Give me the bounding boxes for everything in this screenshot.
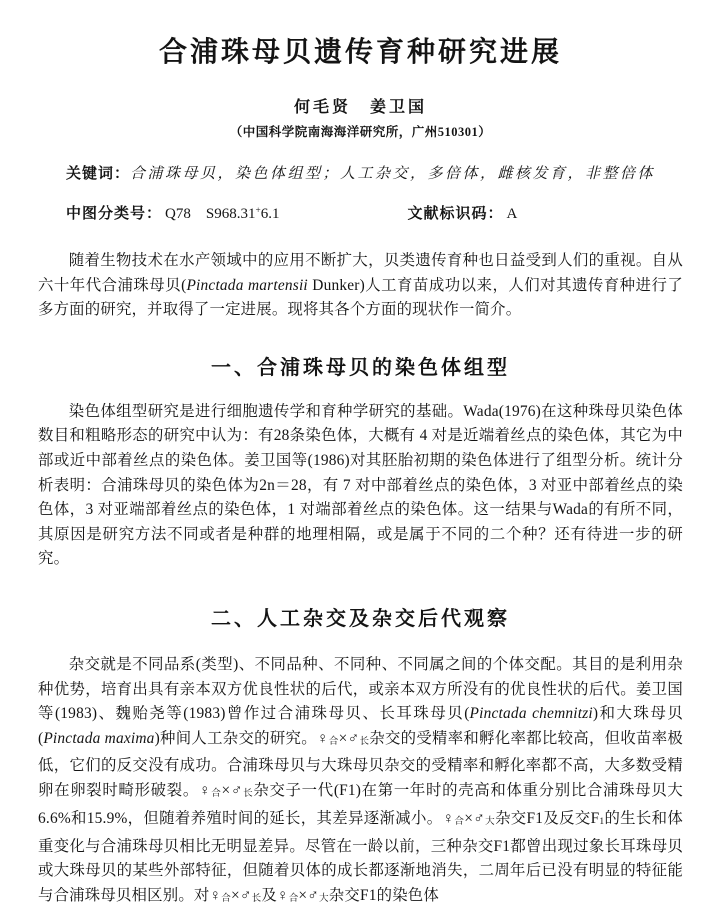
doccode-label: 文献标识码： [407,206,504,222]
doccode-value: A [506,206,518,222]
keywords-line [38,162,683,183]
classification-line [38,202,683,223]
paper-title: 合浦珠母贝遗传育种研究进展 [158,37,562,68]
section-1-heading: 一、合浦珠母贝的染色体组型 [211,356,510,379]
section-1-paragraph: 染色体组型研究是进行细胞遗传学和育种学研究的基础。Wada(1976)在这种珠母贝染色体数目和粗略形态的研究中认为：有28条染色体，大概有 4 对是近端着丝点的染色体，其它为中部或近中部着丝点的染色体。姜卫国等(1986)对其胚胎初期的染色体进行了组型分析。统计分析表明：合浦珠母贝的染色体为2n＝28，有 7 对中部着丝点的染色体，3 对亚中部着丝点的染色体，3 对亚端部着丝点的染色体，1 对端部着丝点的染色体。这一结果与Wada的有所不同，其原因是研究方法不同或者是种群的地理相隔，或是属于不同的二个种？还有待进一步的研究。 [38,402,683,568]
authors: 何毛贤 姜卫国 [293,99,427,116]
keywords-text: 合浦珠母贝，染色体组型；人工杂交，多倍体，雌核发育，非整倍体 [130,166,656,182]
keywords-label: 关键词： [66,166,131,182]
affiliation: （中国科学院南海海洋研究所，广州510301） [229,125,492,139]
clc-label: 中图分类号： [66,206,163,222]
intro-paragraph: 随着生物技术在水产领域中的应用不断扩大，贝类遗传育种也日益受到人们的重视。自从六十年代合浦珠母贝(Pinctada martensii Dunker)人工育苗成功以来，人们对其遗传育种进行了多方面的研究，并取得了一定进展。现将其各个方面的现状作一简介。 [38,252,683,319]
clc-value: Q78 S968.31+6.1 [165,205,280,222]
section-2-paragraph: 杂交就是不同品系(类型)、不同品种、不同种、不同属之间的个体交配。其目的是利用杂种优势，培育出具有亲本双方优良性状的后代，或亲本双方所没有的优良性状的后代。姜卫国等(1983)、魏贻尧等(1983)曾作过合浦珠母贝、长耳珠母贝(Pinctada chemnitzi)和大珠母贝(Pinctada maxima)种间人工杂交的研究。♀合×♂长杂交的受精率和孵化率都比较高，但收苗率极低，它们的反交没有成功。合浦珠母贝与大珠母贝杂交的受精率和孵化率都不高，大多数受精卵在卵裂时畸形破裂。♀合×♂长杂交子一代(F1)在第一年时的壳高和体重分别比合浦珠母贝大6.6%和15.9%，但随着养殖时间的延长，其差异逐渐减小。♀合×♂大杂交F1及反交F1的生长和体重变化与合浦珠母贝相比无明显差异。尽管在一龄以前，三种杂交F1都曾出现过象长耳珠母贝或大珠母贝的某些外部特征，但随着贝体的成长都逐渐地消失，二周年后已没有明显的特征能与合浦珠母贝相区别。对♀合×♂长及♀合×♂大杂交F1的染色体 [38,655,684,904]
section-2-heading: 二、人工杂交及杂交后代观察 [211,607,510,630]
